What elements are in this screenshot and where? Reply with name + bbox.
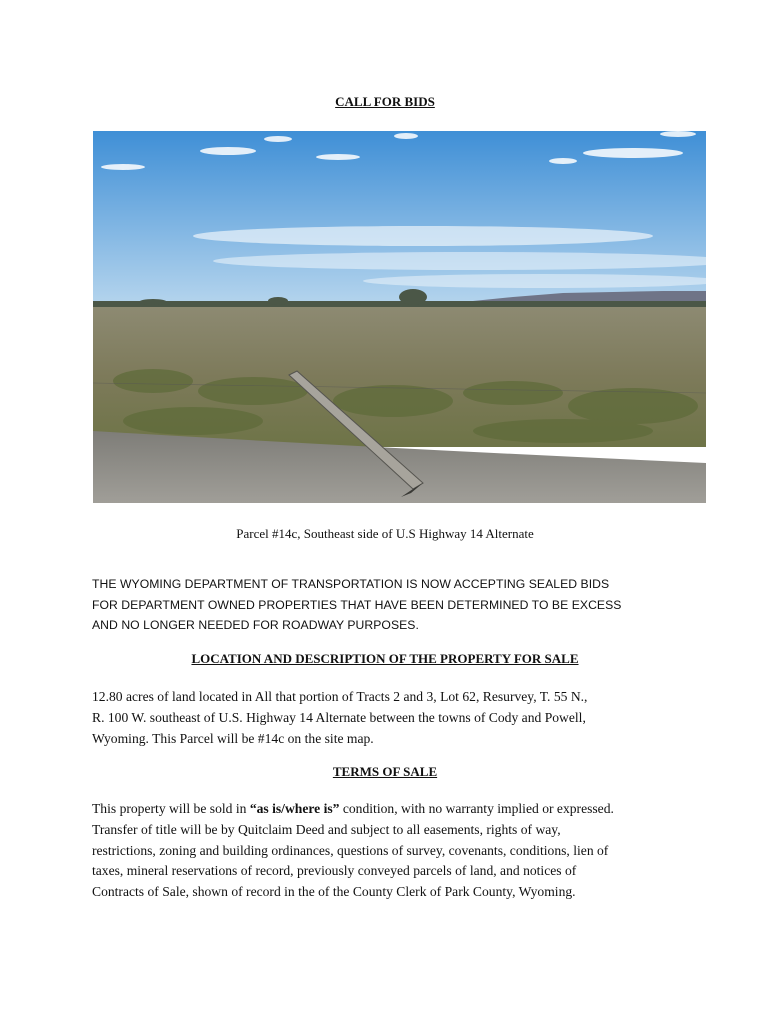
intro-paragraph: [92, 574, 692, 636]
photo-caption: Parcel #14c, Southeast side of U.S Highway 14 Alternate: [236, 526, 534, 541]
intro-line: FOR DEPARTMENT OWNED PROPERTIES THAT HAVE BEEN DETERMINED TO BE EXCESS: [92, 597, 622, 612]
terms-line: Contracts of Sale, shown of record in the of the County Clerk of Park County, Wyoming.: [92, 884, 576, 900]
as-is-where-is: “as is/where is”: [249, 801, 340, 816]
terms-line: taxes, mineral reservations of record, previously conveyed parcels of land, and notices of: [92, 863, 577, 879]
location-line: R. 100 W. southeast of U.S. Highway 14 Alternate between the towns of Cody and Powell,: [92, 709, 586, 725]
intro-line: THE WYOMING DEPARTMENT OF TRANSPORTATION IS NOW ACCEPTING SEALED BIDS: [92, 577, 610, 591]
terms-heading: TERMS OF SALE: [332, 764, 438, 779]
parcel-photo: [93, 131, 706, 503]
location-heading: LOCATION AND DESCRIPTION OF THE PROPERTY FOR SALE: [191, 651, 579, 666]
terms-line: restrictions, zoning and building ordinances, questions of survey, covenants, conditions, lien of: [92, 842, 609, 858]
location-line: 12.80 acres of land located in All that portion of Tracts 2 and 3, Lot 62, Resurvey, T. 55 N.,: [92, 689, 588, 704]
intro-line: AND NO LONGER NEEDED FOR ROADWAY PURPOSES.: [92, 618, 419, 632]
location-line: Wyoming. This Parcel will be #14c on the site map.: [92, 730, 374, 746]
terms-line1-prefix: This property will be sold in: [92, 801, 250, 816]
location-paragraph: [92, 687, 682, 749]
page-title: CALL FOR BIDS: [335, 94, 435, 109]
terms-line1-suffix: condition, with no warranty implied or expressed.: [339, 801, 614, 816]
terms-line: Transfer of title will be by Quitclaim Deed and subject to all easements, rights of way,: [92, 821, 561, 837]
terms-line: [92, 799, 682, 820]
terms-paragraph: [92, 799, 682, 903]
